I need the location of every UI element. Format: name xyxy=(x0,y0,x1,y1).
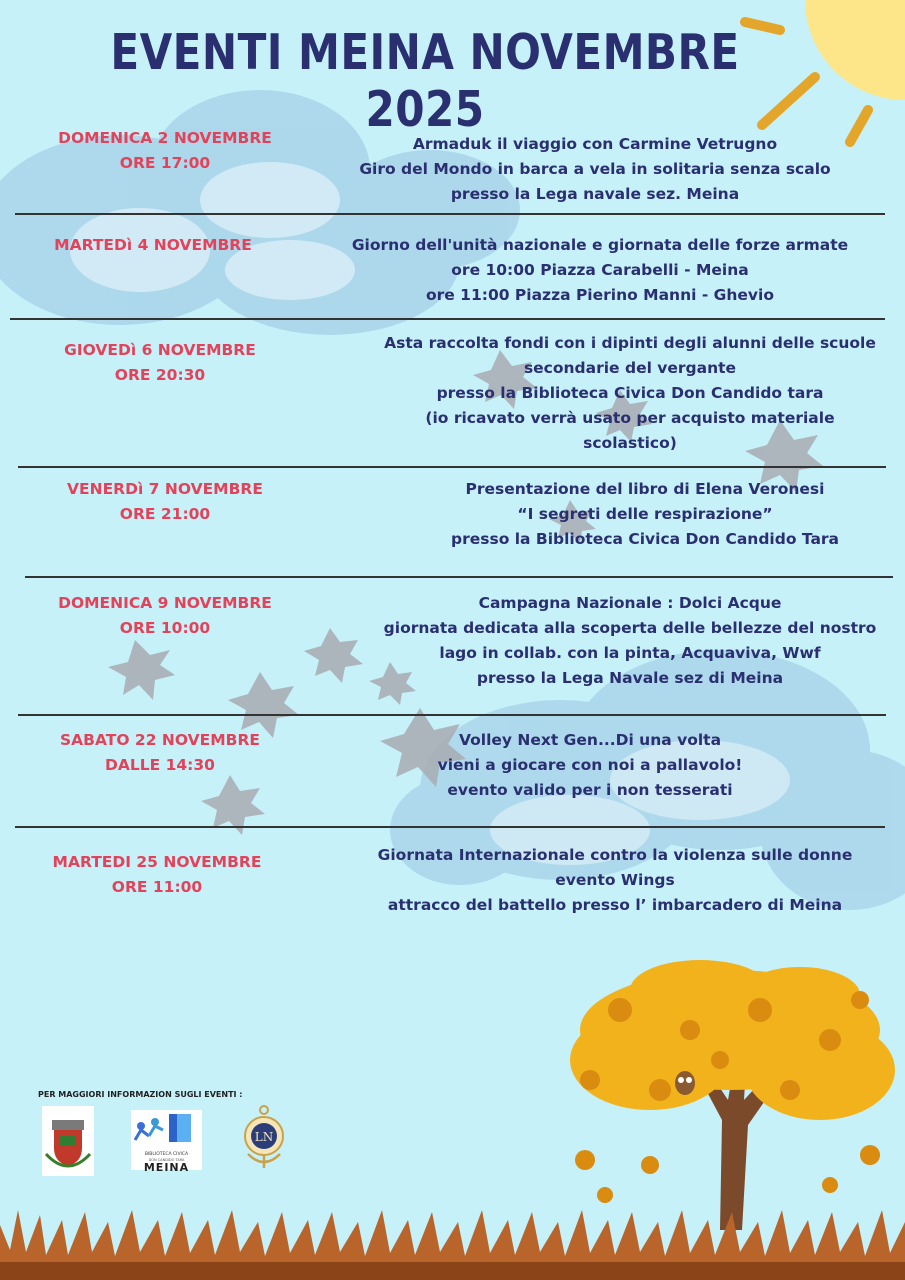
divider xyxy=(15,213,885,215)
event-line: Giro del Mondo in barca a vela in solitaria senza scalo xyxy=(359,160,831,178)
divider xyxy=(18,466,886,468)
event-line: ore 10:00 Piazza Carabelli - Meina xyxy=(451,261,749,279)
event-line: Presentazione del libro di Elena Veronesi xyxy=(465,480,825,498)
event-time: DALLE 14:30 xyxy=(105,756,215,774)
event-date: GIOVEDì 6 NOVEMBRE xyxy=(64,341,256,359)
event-date-block xyxy=(40,477,290,527)
event-line: evento valido per i non tesserati xyxy=(447,781,733,799)
autumn-tree xyxy=(570,960,895,1230)
event-line: secondarie del vergante xyxy=(523,359,737,377)
event-date-block xyxy=(32,850,282,900)
event-line: Campagna Nazionale : Dolci Acque xyxy=(478,594,782,612)
event-description xyxy=(340,132,850,207)
svg-text:LN: LN xyxy=(254,1130,274,1144)
event-line: “I segreti delle respirazione” xyxy=(517,505,773,523)
event-date-block xyxy=(28,233,278,258)
event-line: scolastico) xyxy=(583,434,677,452)
event-description xyxy=(380,728,800,803)
event-line: giornata dedicata alla scoperta delle bellezze del nostro xyxy=(383,619,877,637)
book-icon xyxy=(131,1110,202,1148)
event-time: ORE 11:00 xyxy=(111,878,203,896)
page-title: EVENTI MEINA NOVEMBRE 2025 xyxy=(110,24,740,138)
event-line: ore 11:00 Piazza Pierino Manni - Ghevio xyxy=(425,286,775,304)
divider xyxy=(18,714,886,716)
biblioteca-logo-small: BIBLIOTECA CIVICA xyxy=(144,1152,189,1157)
event-description xyxy=(355,843,875,918)
biblioteca-logo xyxy=(131,1110,202,1174)
event-date-block xyxy=(35,338,285,388)
event-line: Armaduk il viaggio con Carmine Vetrugno xyxy=(412,135,778,153)
event-line: Giornata Internazionale contro la violenza sulle donne xyxy=(377,846,853,864)
event-line: evento Wings xyxy=(555,871,675,889)
event-time: ORE 20:30 xyxy=(114,366,206,384)
event-date-block xyxy=(35,728,285,778)
event-line: presso la Lega Navale sez di Meina xyxy=(476,669,784,687)
event-line: Asta raccolta fondi con i dipinti degli alunni delle scuole xyxy=(384,334,876,352)
event-line: presso la Lega navale sez. Meina xyxy=(450,185,740,203)
event-line: Giorno dell'unità nazionale e giornata delle forze armate xyxy=(351,236,849,254)
lega-navale-logo xyxy=(242,1102,286,1172)
event-line: Volley Next Gen...Di una volta xyxy=(458,731,722,749)
event-date: DOMENICA 2 NOVEMBRE xyxy=(58,129,272,147)
event-date: MARTEDI 25 NOVEMBRE xyxy=(52,853,262,871)
event-date: MARTEDì 4 NOVEMBRE xyxy=(54,236,252,254)
biblioteca-logo-sub: DON CANDIDO TARA xyxy=(148,1158,185,1162)
event-description xyxy=(385,477,905,552)
event-date: VENERDì 7 NOVEMBRE xyxy=(67,480,263,498)
owl-icon xyxy=(675,1071,695,1095)
event-date-block xyxy=(40,591,290,641)
event-line: attracco del battello presso l’ imbarcadero di Meina xyxy=(387,896,843,914)
event-time: ORE 17:00 xyxy=(119,154,211,172)
biblioteca-logo-text: MEINA xyxy=(143,1161,190,1174)
divider xyxy=(15,826,885,828)
anchor-icon xyxy=(242,1102,286,1172)
event-line: presso la Biblioteca Civica Don Candido Tara xyxy=(450,530,840,548)
event-description xyxy=(370,331,890,456)
event-line: lago in collab. con la pinta, Acquaviva, Wwf xyxy=(439,644,821,662)
event-line: presso la Biblioteca Civica Don Candido tara xyxy=(436,384,824,402)
divider xyxy=(25,576,893,578)
event-description xyxy=(370,591,890,691)
event-line: (io ricavato verrà usato per acquisto materiale xyxy=(425,409,835,427)
event-time: ORE 10:00 xyxy=(119,619,211,637)
event-line: vieni a giocare con noi a pallavolo! xyxy=(437,756,743,774)
crest-icon xyxy=(42,1106,94,1176)
event-time: ORE 21:00 xyxy=(119,505,211,523)
event-date-block xyxy=(40,126,290,176)
divider xyxy=(10,318,885,320)
event-date: SABATO 22 NOVEMBRE xyxy=(60,731,260,749)
more-info-label: PER MAGGIORI INFORMAZION SUGLI EVENTI : xyxy=(38,1090,243,1099)
comune-logo xyxy=(42,1106,94,1176)
event-date: DOMENICA 9 NOVEMBRE xyxy=(58,594,272,612)
event-description xyxy=(330,233,870,308)
